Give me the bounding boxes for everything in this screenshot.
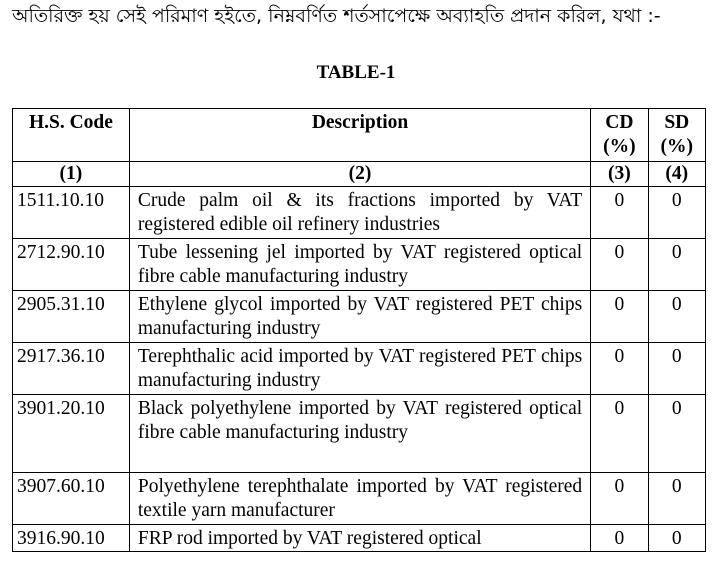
hs-code-cell: 3916.90.10 bbox=[13, 525, 130, 552]
column-number: (4) bbox=[648, 162, 705, 187]
sd-cell: 0 bbox=[648, 395, 705, 473]
header-cd: CD (%) bbox=[591, 109, 648, 162]
cd-cell: 0 bbox=[591, 187, 648, 239]
sd-cell: 0 bbox=[648, 473, 705, 525]
cd-cell: 0 bbox=[591, 343, 648, 395]
cd-cell: 0 bbox=[591, 473, 648, 525]
description-cell: FRP rod imported by VAT registered optical bbox=[129, 525, 590, 552]
column-number: (2) bbox=[129, 162, 590, 187]
hs-code-cell: 3907.60.10 bbox=[13, 473, 130, 525]
table-row bbox=[13, 343, 706, 395]
description-cell: Ethylene glycol imported by VAT registered PET chips manufacturing industry bbox=[129, 291, 590, 343]
sd-cell: 0 bbox=[648, 343, 705, 395]
hs-code-cell: 1511.10.10 bbox=[13, 187, 130, 239]
table-row bbox=[13, 473, 706, 525]
table-row bbox=[13, 395, 706, 473]
table-header-row bbox=[13, 109, 706, 162]
description-cell: Tube lessening jel imported by VAT registered optical fibre cable manufacturing industry bbox=[129, 239, 590, 291]
description-cell: Black polyethylene imported by VAT registered optical fibre cable manufacturing industry bbox=[129, 395, 590, 473]
intro-text: অতিরিক্ত হয় সেই পরিমাণ হইতে, নিম্নবর্ণিত শর্তসাপেক্ষে অব্যাহতি প্রদান করিল, যথা :- bbox=[12, 5, 661, 27]
cd-cell: 0 bbox=[591, 395, 648, 473]
table-row bbox=[13, 239, 706, 291]
cd-cell: 0 bbox=[591, 525, 648, 552]
table-row bbox=[13, 187, 706, 239]
header-hs-code: H.S. Code bbox=[13, 109, 130, 162]
hs-code-cell: 3901.20.10 bbox=[13, 395, 130, 473]
sd-cell: 0 bbox=[648, 525, 705, 552]
tariff-table bbox=[12, 108, 706, 552]
hs-code-cell: 2905.31.10 bbox=[13, 291, 130, 343]
column-number: (1) bbox=[13, 162, 130, 187]
cd-cell: 0 bbox=[591, 239, 648, 291]
column-number-row bbox=[13, 162, 706, 187]
header-description: Description bbox=[129, 109, 590, 162]
hs-code-cell: 2712.90.10 bbox=[13, 239, 130, 291]
table-title: TABLE-1 bbox=[316, 62, 396, 83]
table-row bbox=[13, 291, 706, 343]
sd-cell: 0 bbox=[648, 187, 705, 239]
hs-code-cell: 2917.36.10 bbox=[13, 343, 130, 395]
description-cell: Terephthalic acid imported by VAT registered PET chips manufacturing industry bbox=[129, 343, 590, 395]
description-cell: Crude palm oil & its fractions imported by VAT registered edible oil refinery industries bbox=[129, 187, 590, 239]
table-row bbox=[13, 525, 706, 552]
column-number: (3) bbox=[591, 162, 648, 187]
description-cell: Polyethylene terephthalate imported by VAT registered textile yarn manufacturer bbox=[129, 473, 590, 525]
sd-cell: 0 bbox=[648, 239, 705, 291]
header-sd: SD (%) bbox=[648, 109, 705, 162]
sd-cell: 0 bbox=[648, 291, 705, 343]
cd-cell: 0 bbox=[591, 291, 648, 343]
